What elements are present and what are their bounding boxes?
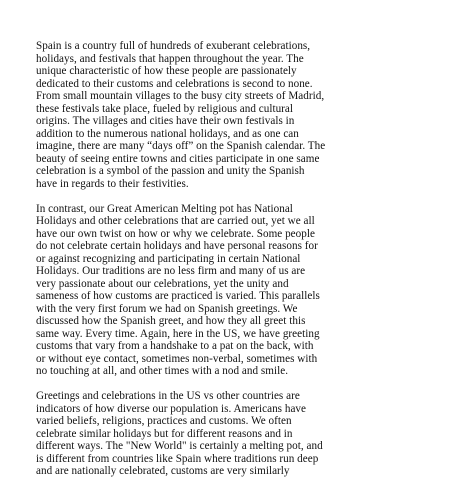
document-body [36, 40, 419, 490]
text-line: with the very first forum we had on Spanish greetings. We [36, 302, 298, 315]
paragraph-american-contrast [36, 203, 419, 378]
text-line: or without eye contact, sometimes non-verbal, sometimes with [36, 352, 318, 365]
text-line: different ways. The "New World" is certainly a melting pot, and [36, 440, 323, 452]
text-line: varied beliefs, religions, practices and customs. We often [36, 415, 292, 427]
text-line: indicators of how diverse our population is. Americans have [36, 402, 307, 415]
text-line: holidays, and festivals that happen throughout the year. The [36, 52, 304, 65]
text-line: dedicated to their customs and celebrations is second to none. [36, 77, 313, 90]
text-line: sameness of how customs are practiced is varied. This parallels [36, 290, 320, 302]
text-line: addition to the numerous national holidays, and as one can [36, 127, 299, 140]
text-line: Holidays and other celebrations that are carried out, yet we all [36, 215, 315, 227]
paragraph-spain [36, 40, 419, 190]
text-line: discussed how the Spanish greet, and how they all greet this [36, 315, 306, 327]
text-line: same way. Every time. Again, here in the US, we have greeting [36, 327, 320, 340]
text-line: very passionate about our celebrations, yet the unity and [36, 277, 289, 290]
text-line: unique characteristic of how these people are passionately [36, 65, 297, 77]
paragraph-greetings-diversity [36, 390, 419, 478]
text-line: Greetings and celebrations in the US vs other countries are [36, 390, 300, 402]
text-line: customs that vary from a handshake to a pat on the back, with [36, 340, 314, 352]
text-line: is different from countries like Spain where traditions run deep [36, 452, 319, 465]
text-line: celebrate similar holidays but for different reasons and in [36, 427, 293, 440]
text-line: these festivals take place, fueled by religious and cultural [36, 102, 294, 115]
text-line: do not celebrate certain holidays and have personal reasons for [36, 240, 318, 252]
text-line: From small mountain villages to the busy city streets of Madrid, [36, 90, 325, 102]
text-line: have our own twist on how or why we celebrate. Some people [36, 227, 315, 240]
text-line: In contrast, our Great American Melting pot has National [36, 202, 293, 215]
text-line: no touching at all, and other times with a nod and smile. [36, 365, 289, 377]
text-line: imagine, there are many “days off” on the Spanish calendar. The [36, 140, 326, 152]
text-line: Spain is a country full of hundreds of exuberant celebrations, [36, 40, 311, 52]
text-line: origins. The villages and cities have their own festivals in [36, 115, 295, 127]
text-line: and are nationally celebrated, customs are very similarly [36, 465, 290, 477]
text-line: or against recognizing and participating in certain National [36, 252, 301, 265]
text-line: beauty of seeing entire towns and cities participate in one same [36, 152, 320, 165]
text-line: Holidays. Our traditions are no less firm and many of us are [36, 265, 306, 277]
text-line: have in regards to their festivities. [36, 177, 189, 190]
text-line: celebration is a symbol of the passion and unity the Spanish [36, 165, 305, 177]
